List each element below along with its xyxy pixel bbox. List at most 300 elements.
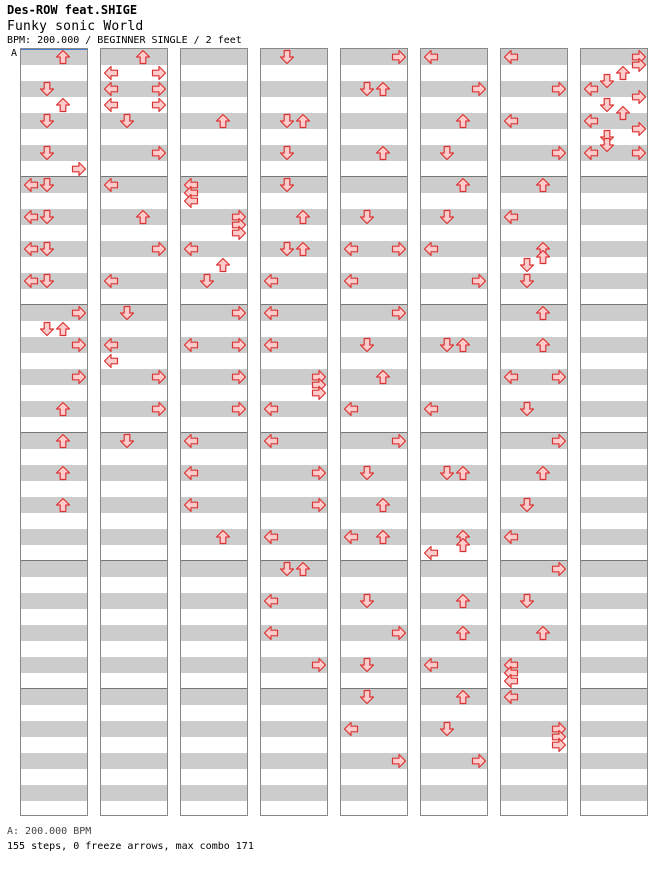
step-arrow-up xyxy=(535,625,551,641)
arrow-left-icon xyxy=(23,241,39,257)
arrow-up-icon xyxy=(295,209,311,225)
row-stripe xyxy=(181,81,247,97)
chart-column xyxy=(420,48,488,816)
step-arrow-left xyxy=(183,433,199,449)
row-stripe xyxy=(101,209,167,225)
step-arrow-right xyxy=(311,385,327,401)
arrow-left-icon xyxy=(503,369,519,385)
arrow-left-icon xyxy=(183,241,199,257)
arrow-left-icon xyxy=(263,273,279,289)
arrow-left-icon xyxy=(103,273,119,289)
arrow-up-icon xyxy=(615,65,631,81)
step-arrow-up xyxy=(455,593,471,609)
step-arrow-left xyxy=(503,529,519,545)
arrow-down-icon xyxy=(359,81,375,97)
arrow-left-icon xyxy=(503,113,519,129)
measure-line xyxy=(421,432,487,433)
arrow-right-icon xyxy=(551,369,567,385)
row-stripe xyxy=(181,145,247,161)
arrow-left-icon xyxy=(23,177,39,193)
row-stripe xyxy=(101,785,167,801)
row-stripe xyxy=(581,753,647,769)
row-stripe xyxy=(581,273,647,289)
arrow-right-icon xyxy=(231,401,247,417)
measure-line xyxy=(21,432,87,433)
arrow-down-icon xyxy=(119,113,135,129)
row-stripe xyxy=(581,689,647,705)
arrow-up-icon xyxy=(455,689,471,705)
row-stripe xyxy=(261,209,327,225)
row-stripe xyxy=(341,785,407,801)
row-stripe xyxy=(341,497,407,513)
arrow-down-icon xyxy=(359,657,375,673)
step-arrow-down xyxy=(39,113,55,129)
arrow-left-icon xyxy=(103,65,119,81)
step-arrow-left xyxy=(103,65,119,81)
arrow-up-icon xyxy=(455,337,471,353)
measure-line xyxy=(501,176,567,177)
arrow-down-icon xyxy=(359,593,375,609)
step-arrow-down xyxy=(279,145,295,161)
arrow-up-icon xyxy=(55,321,71,337)
row-stripe xyxy=(101,689,167,705)
arrow-right-icon xyxy=(311,465,327,481)
arrow-down-icon xyxy=(279,145,295,161)
step-arrow-left xyxy=(263,305,279,321)
step-arrow-left xyxy=(503,49,519,65)
step-arrow-left xyxy=(103,353,119,369)
row-stripe xyxy=(581,529,647,545)
row-stripe xyxy=(421,113,487,129)
arrow-up-icon xyxy=(215,529,231,545)
row-stripe xyxy=(101,721,167,737)
row-stripe xyxy=(261,753,327,769)
row-stripe xyxy=(21,593,87,609)
arrow-down-icon xyxy=(119,305,135,321)
step-arrow-down xyxy=(519,257,535,273)
step-arrow-down xyxy=(199,273,215,289)
step-arrow-down xyxy=(359,689,375,705)
step-arrow-up xyxy=(55,401,71,417)
measure-line xyxy=(101,688,167,689)
measure-line xyxy=(421,688,487,689)
step-arrow-up xyxy=(455,689,471,705)
step-arrow-up xyxy=(455,177,471,193)
chart-column xyxy=(20,48,88,816)
arrow-up-icon xyxy=(215,257,231,273)
measure-line xyxy=(421,176,487,177)
step-arrow-down xyxy=(39,273,55,289)
row-stripe xyxy=(581,785,647,801)
step-arrow-down xyxy=(39,145,55,161)
row-stripe xyxy=(341,369,407,385)
arrow-right-icon xyxy=(71,369,87,385)
row-stripe xyxy=(581,593,647,609)
step-arrow-left xyxy=(263,529,279,545)
arrow-up-icon xyxy=(295,241,311,257)
step-arrow-down xyxy=(439,337,455,353)
row-stripe xyxy=(261,81,327,97)
step-arrow-up xyxy=(615,65,631,81)
measure-line xyxy=(501,304,567,305)
row-stripe xyxy=(501,305,567,321)
step-arrow-down xyxy=(39,209,55,225)
arrow-right-icon xyxy=(551,433,567,449)
arrow-right-icon xyxy=(151,145,167,161)
chart-stats: 155 steps, 0 freeze arrows, max combo 171 xyxy=(7,841,254,852)
row-stripe xyxy=(421,433,487,449)
row-stripe xyxy=(21,401,87,417)
arrow-left-icon xyxy=(263,433,279,449)
step-arrow-left xyxy=(183,337,199,353)
row-stripe xyxy=(421,497,487,513)
row-stripe xyxy=(581,337,647,353)
arrow-down-icon xyxy=(39,145,55,161)
step-arrow-right xyxy=(631,89,647,105)
arrow-right-icon xyxy=(151,369,167,385)
step-arrow-right xyxy=(391,433,407,449)
step-arrow-down xyxy=(519,497,535,513)
row-stripe xyxy=(101,529,167,545)
step-arrow-right xyxy=(151,241,167,257)
arrow-down-icon xyxy=(519,593,535,609)
step-arrow-right xyxy=(391,241,407,257)
row-stripe xyxy=(21,753,87,769)
step-arrow-down xyxy=(359,81,375,97)
step-arrow-right xyxy=(231,401,247,417)
measure-line xyxy=(581,432,647,433)
step-arrow-down xyxy=(359,337,375,353)
arrow-down-icon xyxy=(279,177,295,193)
arrow-up-icon xyxy=(455,113,471,129)
step-arrow-left xyxy=(263,593,279,609)
row-stripe xyxy=(181,689,247,705)
arrow-right-icon xyxy=(631,57,647,73)
arrow-left-icon xyxy=(343,529,359,545)
step-arrow-left xyxy=(23,241,39,257)
step-arrow-left xyxy=(423,49,439,65)
arrow-right-icon xyxy=(471,81,487,97)
arrow-up-icon xyxy=(55,49,71,65)
step-arrow-up xyxy=(135,49,151,65)
step-arrow-right xyxy=(551,433,567,449)
arrow-right-icon xyxy=(631,89,647,105)
arrow-down-icon xyxy=(39,177,55,193)
row-stripe xyxy=(501,241,567,257)
step-arrow-down xyxy=(279,177,295,193)
step-arrow-down xyxy=(279,49,295,65)
row-stripe xyxy=(581,401,647,417)
step-arrow-down xyxy=(519,593,535,609)
arrow-right-icon xyxy=(551,81,567,97)
row-stripe xyxy=(341,113,407,129)
arrow-down-icon xyxy=(599,137,615,153)
step-arrow-up xyxy=(455,537,471,553)
step-arrow-left xyxy=(183,465,199,481)
step-arrow-right xyxy=(391,305,407,321)
arrow-right-icon xyxy=(471,753,487,769)
arrow-left-icon xyxy=(103,353,119,369)
row-stripe xyxy=(501,625,567,641)
step-arrow-left xyxy=(183,193,199,209)
row-stripe xyxy=(101,625,167,641)
row-stripe xyxy=(181,529,247,545)
arrow-down-icon xyxy=(519,257,535,273)
step-arrow-left xyxy=(423,401,439,417)
row-stripe xyxy=(581,657,647,673)
row-stripe xyxy=(181,657,247,673)
step-arrow-left xyxy=(423,657,439,673)
row-stripe xyxy=(581,369,647,385)
arrow-right-icon xyxy=(231,225,247,241)
step-arrow-up xyxy=(615,105,631,121)
arrow-down-icon xyxy=(279,113,295,129)
arrow-left-icon xyxy=(103,177,119,193)
arrow-left-icon xyxy=(503,529,519,545)
step-arrow-right xyxy=(71,369,87,385)
step-arrow-up xyxy=(215,113,231,129)
step-arrow-right xyxy=(551,737,567,753)
step-arrow-left xyxy=(263,433,279,449)
row-stripe xyxy=(581,561,647,577)
row-stripe xyxy=(421,625,487,641)
step-arrow-up xyxy=(55,433,71,449)
step-arrow-right xyxy=(551,561,567,577)
step-arrow-left xyxy=(583,145,599,161)
step-arrow-left xyxy=(103,337,119,353)
arrow-down-icon xyxy=(279,49,295,65)
step-arrow-up xyxy=(135,209,151,225)
arrow-up-icon xyxy=(455,593,471,609)
step-arrow-left xyxy=(183,241,199,257)
step-arrow-down xyxy=(39,177,55,193)
arrow-up-icon xyxy=(455,625,471,641)
row-stripe xyxy=(501,753,567,769)
arrow-left-icon xyxy=(343,721,359,737)
step-arrow-left xyxy=(423,241,439,257)
arrow-down-icon xyxy=(39,209,55,225)
row-stripe xyxy=(181,49,247,65)
arrow-right-icon xyxy=(391,433,407,449)
chart-column xyxy=(260,48,328,816)
step-arrow-up xyxy=(55,97,71,113)
step-arrow-down xyxy=(39,321,55,337)
row-stripe xyxy=(101,49,167,65)
step-arrow-up xyxy=(375,369,391,385)
arrow-up-icon xyxy=(55,97,71,113)
step-arrow-up xyxy=(55,465,71,481)
row-stripe xyxy=(101,657,167,673)
row-stripe xyxy=(581,721,647,737)
row-stripe xyxy=(421,369,487,385)
step-arrow-up xyxy=(535,465,551,481)
step-arrow-right xyxy=(311,657,327,673)
row-stripe xyxy=(181,113,247,129)
arrow-right-icon xyxy=(151,401,167,417)
arrow-left-icon xyxy=(183,465,199,481)
arrow-down-icon xyxy=(199,273,215,289)
row-stripe xyxy=(581,209,647,225)
row-stripe xyxy=(421,177,487,193)
step-arrow-up xyxy=(295,561,311,577)
step-arrow-up xyxy=(215,257,231,273)
step-arrow-left xyxy=(343,721,359,737)
step-arrow-right xyxy=(391,49,407,65)
arrow-up-icon xyxy=(55,401,71,417)
step-arrow-up xyxy=(55,497,71,513)
arrow-left-icon xyxy=(343,241,359,257)
row-stripe xyxy=(421,529,487,545)
row-stripe xyxy=(101,465,167,481)
step-arrow-right xyxy=(231,337,247,353)
step-arrow-down xyxy=(39,81,55,97)
arrow-up-icon xyxy=(375,369,391,385)
step-arrow-left xyxy=(183,497,199,513)
arrow-down-icon xyxy=(599,97,615,113)
arrow-down-icon xyxy=(359,689,375,705)
step-arrow-down xyxy=(599,97,615,113)
step-arrow-left xyxy=(103,81,119,97)
step-arrow-down xyxy=(599,73,615,89)
row-stripe xyxy=(21,433,87,449)
arrow-left-icon xyxy=(23,209,39,225)
step-arrow-up xyxy=(535,305,551,321)
arrow-down-icon xyxy=(119,433,135,449)
chart-column xyxy=(100,48,168,816)
step-arrow-down xyxy=(519,401,535,417)
step-arrow-left xyxy=(263,337,279,353)
step-arrow-left xyxy=(343,529,359,545)
arrow-left-icon xyxy=(423,241,439,257)
row-stripe xyxy=(181,561,247,577)
measure-line xyxy=(581,560,647,561)
arrow-left-icon xyxy=(183,433,199,449)
arrow-right-icon xyxy=(631,121,647,137)
arrow-down-icon xyxy=(39,321,55,337)
step-arrow-right xyxy=(631,145,647,161)
arrow-up-icon xyxy=(135,49,151,65)
arrow-left-icon xyxy=(183,497,199,513)
song-artist: Des-ROW feat.SHIGE xyxy=(7,3,138,17)
step-arrow-right xyxy=(151,81,167,97)
bpm-change-line xyxy=(21,49,87,50)
step-arrow-up xyxy=(295,113,311,129)
arrow-left-icon xyxy=(263,305,279,321)
step-arrow-down xyxy=(359,657,375,673)
arrow-up-icon xyxy=(535,249,551,265)
step-arrow-right xyxy=(231,369,247,385)
step-arrow-right xyxy=(151,97,167,113)
row-stripe xyxy=(261,689,327,705)
arrow-up-icon xyxy=(535,625,551,641)
step-arrow-left xyxy=(423,545,439,561)
arrow-right-icon xyxy=(71,305,87,321)
step-arrow-up xyxy=(55,49,71,65)
arrow-up-icon xyxy=(375,81,391,97)
arrow-right-icon xyxy=(231,369,247,385)
row-stripe xyxy=(101,753,167,769)
row-stripe xyxy=(341,561,407,577)
step-arrow-down xyxy=(279,113,295,129)
arrow-left-icon xyxy=(263,401,279,417)
measure-line xyxy=(341,176,407,177)
arrow-left-icon xyxy=(263,593,279,609)
row-stripe xyxy=(581,465,647,481)
arrow-down-icon xyxy=(39,81,55,97)
step-arrow-right xyxy=(391,753,407,769)
arrow-down-icon xyxy=(279,561,295,577)
step-arrow-down xyxy=(439,465,455,481)
step-arrow-down xyxy=(119,113,135,129)
arrow-up-icon xyxy=(535,465,551,481)
arrow-up-icon xyxy=(455,537,471,553)
row-stripe xyxy=(21,625,87,641)
step-arrow-down xyxy=(119,305,135,321)
step-arrow-left xyxy=(343,273,359,289)
step-arrow-right xyxy=(471,273,487,289)
row-stripe xyxy=(181,593,247,609)
arrow-left-icon xyxy=(263,337,279,353)
arrow-left-icon xyxy=(503,209,519,225)
chart-column xyxy=(500,48,568,816)
row-stripe xyxy=(581,305,647,321)
arrow-right-icon xyxy=(631,145,647,161)
arrow-left-icon xyxy=(103,81,119,97)
bpm-marker-label: A xyxy=(11,48,18,59)
arrow-right-icon xyxy=(391,753,407,769)
step-arrow-left xyxy=(263,401,279,417)
row-stripe xyxy=(501,785,567,801)
row-stripe xyxy=(21,785,87,801)
arrow-down-icon xyxy=(359,337,375,353)
step-arrow-right xyxy=(551,369,567,385)
arrow-right-icon xyxy=(391,241,407,257)
step-arrow-left xyxy=(343,241,359,257)
row-stripe xyxy=(581,497,647,513)
row-stripe xyxy=(21,49,87,65)
step-arrow-right xyxy=(71,337,87,353)
arrow-right-icon xyxy=(391,49,407,65)
arrow-up-icon xyxy=(535,177,551,193)
arrow-right-icon xyxy=(231,337,247,353)
arrow-right-icon xyxy=(311,497,327,513)
step-arrow-left xyxy=(103,177,119,193)
step-arrow-right xyxy=(551,145,567,161)
arrow-up-icon xyxy=(295,113,311,129)
arrow-right-icon xyxy=(71,337,87,353)
arrow-left-icon xyxy=(583,113,599,129)
arrow-right-icon xyxy=(311,385,327,401)
arrow-left-icon xyxy=(103,337,119,353)
measure-line xyxy=(581,688,647,689)
arrow-up-icon xyxy=(55,465,71,481)
row-stripe xyxy=(261,785,327,801)
step-arrow-right xyxy=(311,465,327,481)
arrow-left-icon xyxy=(503,49,519,65)
chart-column xyxy=(340,48,408,816)
step-arrow-down xyxy=(279,561,295,577)
row-stripe xyxy=(101,593,167,609)
step-arrow-right xyxy=(471,81,487,97)
row-stripe xyxy=(21,657,87,673)
step-arrow-down xyxy=(599,137,615,153)
arrow-right-icon xyxy=(71,161,87,177)
step-arrow-right xyxy=(71,161,87,177)
step-arrow-up xyxy=(455,113,471,129)
arrow-right-icon xyxy=(391,305,407,321)
arrow-down-icon xyxy=(279,241,295,257)
arrow-left-icon xyxy=(583,81,599,97)
